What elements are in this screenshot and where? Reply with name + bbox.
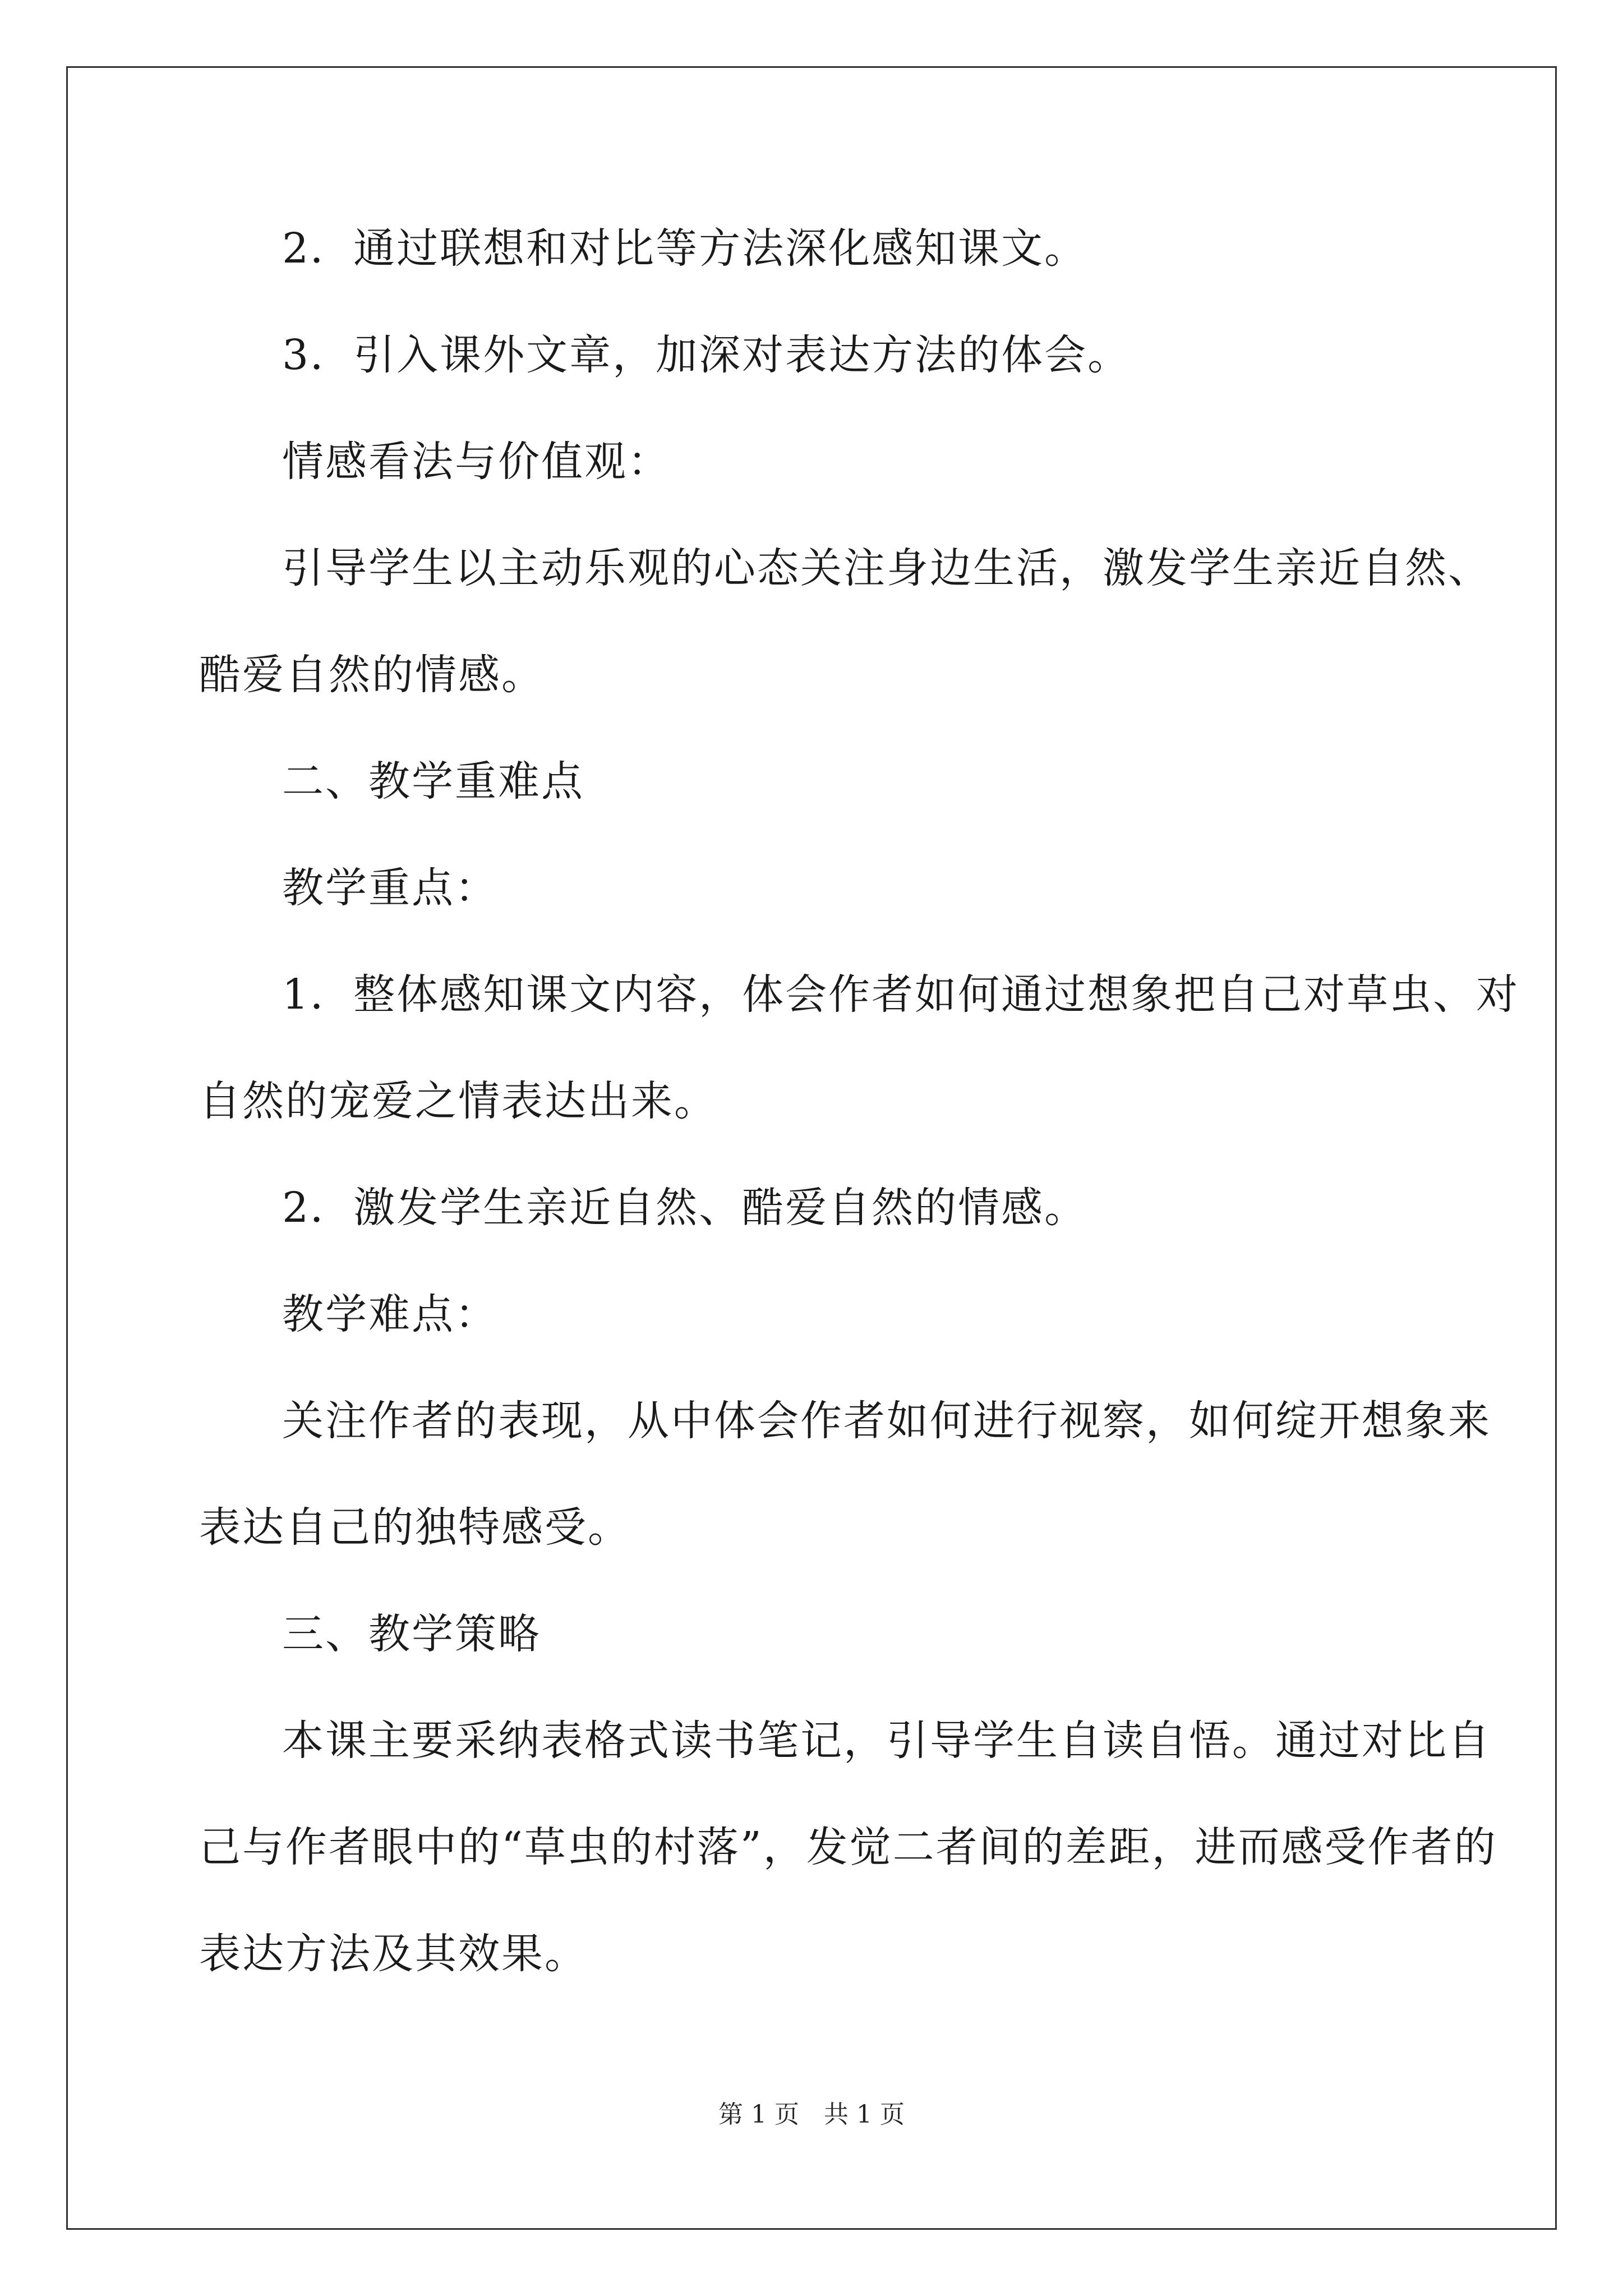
- paragraph-line: 1．整体感知课文内容，体会作者如何通过想象把自己对草虫、对: [282, 970, 1520, 1019]
- paragraph-line: 表达方法及其效果。: [199, 1930, 588, 1978]
- paragraph-line: 2．通过联想和对比等方法深化感知课文。: [282, 224, 1088, 273]
- page-frame: [66, 66, 1557, 2230]
- page-number-footer: 第 1 页 共 1 页: [718, 2100, 905, 2129]
- paragraph-line: 2．激发学生亲近自然、酷爱自然的情感。: [282, 1184, 1088, 1232]
- section-heading: 情感看法与价值观：: [282, 438, 671, 486]
- section-heading: 三、教学策略: [282, 1610, 541, 1658]
- section-heading: 教学难点：: [282, 1290, 498, 1338]
- paragraph-line: 引导学生以主动乐观的心态关注身边生活，激发学生亲近自然、: [282, 544, 1491, 592]
- paragraph-line: 己与作者眼中的“草虫的村落”，发觉二者间的差距，进而感受作者的: [199, 1823, 1497, 1871]
- paragraph-line: 表达自己的独特感受。: [199, 1503, 631, 1552]
- section-heading: 教学重点：: [282, 864, 498, 912]
- paragraph-line: 酷爱自然的情感。: [199, 651, 545, 699]
- paragraph-line: 自然的宠爱之情表达出来。: [199, 1077, 717, 1125]
- section-heading: 二、教学重难点: [282, 757, 584, 806]
- paragraph-line: 3．引入课外文章，加深对表达方法的体会。: [282, 331, 1131, 379]
- paragraph-line: 本课主要采纳表格式读书笔记，引导学生自读自悟。通过对比自: [282, 1717, 1491, 1765]
- paragraph-line: 关注作者的表现，从中体会作者如何进行视察，如何绽开想象来: [282, 1397, 1491, 1445]
